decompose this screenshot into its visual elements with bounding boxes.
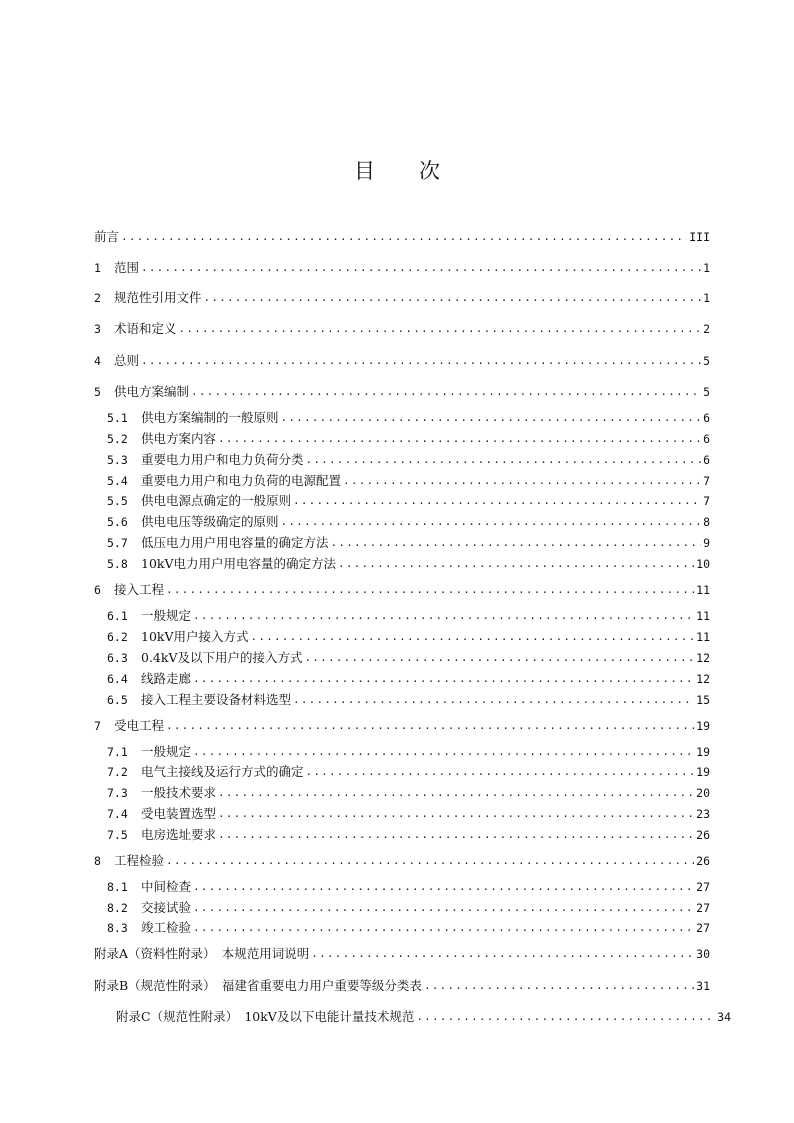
toc-entry-page: 5 [703, 385, 710, 399]
toc-entry[interactable] [94, 320, 710, 338]
toc-leader-dots [218, 784, 694, 802]
toc-leader-dots [343, 472, 701, 490]
toc-entry-title: 附录B（规范性附录） 福建省重要电力用户重要等级分类表 [94, 978, 422, 993]
toc-leader-dots [218, 430, 701, 448]
toc-entry[interactable] [107, 628, 710, 646]
toc-entry-title: 范围 [114, 260, 140, 275]
toc-leader-dots [179, 320, 702, 338]
toc-entry[interactable] [94, 228, 710, 246]
toc-entry[interactable] [94, 289, 710, 307]
toc-entry[interactable] [94, 383, 710, 401]
toc-entry-title: 供电方案编制的一般原则 [141, 410, 279, 425]
toc-entry-page: 1 [703, 291, 710, 305]
toc-leader-dots [416, 1008, 715, 1026]
toc-entry-title: 10kV电力用户用电容量的确定方法 [141, 556, 337, 571]
toc-entry-title: 受电装置选型 [141, 806, 217, 821]
toc-entry-number: 5.2 [107, 432, 128, 446]
toc-entry-page: 7 [703, 494, 710, 508]
toc-entry[interactable] [107, 430, 710, 448]
toc-entry-number: 5.4 [107, 474, 128, 488]
toc-entry-title: 供电方案内容 [141, 431, 217, 446]
toc-entry-title: 附录C（规范性附录） 10kV及以下电能计量技术规范 [116, 1009, 415, 1024]
toc-entry-page: 15 [696, 693, 710, 707]
title-char-1: 目 [354, 159, 375, 183]
toc-leader-dots [424, 977, 694, 995]
toc-leader-dots [304, 649, 694, 667]
toc-entry-page: 19 [696, 745, 710, 759]
toc-entry-title: 一般规定 [141, 744, 192, 759]
toc-entry[interactable] [107, 513, 710, 531]
toc-leader-dots [121, 228, 687, 246]
toc-entry[interactable] [116, 1008, 731, 1026]
toc-leader-dots [331, 534, 702, 552]
toc-entry-page: 20 [696, 786, 710, 800]
toc-entry[interactable] [107, 878, 710, 896]
toc-leader-dots [281, 513, 702, 531]
toc-entry-number: 5.8 [107, 557, 128, 571]
toc-entry-number: 7.4 [107, 807, 128, 821]
toc-entry-title: 术语和定义 [114, 321, 177, 336]
toc-entry[interactable] [107, 743, 710, 761]
toc-entry-number: 6.3 [107, 651, 128, 665]
toc-leader-dots [193, 743, 694, 761]
toc-entry-title: 重要电力用户和电力负荷分类 [141, 452, 304, 467]
toc-entry-page: 9 [703, 536, 710, 550]
toc-entry[interactable] [107, 805, 710, 823]
toc-leader-dots [218, 826, 694, 844]
toc-entry-page: 27 [696, 901, 710, 915]
toc-leader-dots [166, 581, 694, 599]
toc-leader-dots [204, 289, 702, 307]
toc-entry-title: 10kV用户接入方式 [141, 629, 249, 644]
toc-leader-dots [293, 691, 694, 709]
toc-leader-dots [191, 383, 701, 401]
toc-entry-page: 11 [696, 609, 710, 623]
toc-entry-page: 6 [703, 411, 710, 425]
toc-entry-title: 受电工程 [114, 718, 165, 733]
toc-entry-number: 6 [94, 583, 101, 597]
toc-entry[interactable] [94, 945, 710, 963]
toc-entry-page: 23 [696, 807, 710, 821]
toc-entry-page: 11 [696, 583, 710, 597]
toc-leader-dots [193, 878, 694, 896]
toc-entry[interactable] [94, 259, 710, 277]
toc-entry[interactable] [94, 717, 710, 735]
toc-leader-dots [193, 919, 694, 937]
toc-entry-number: 5.3 [107, 453, 128, 467]
toc-entry-page: 19 [696, 765, 710, 779]
toc-entry-number: 2 [94, 291, 101, 305]
toc-leader-dots [293, 492, 701, 510]
toc-entry-page: 10 [696, 557, 710, 571]
toc-entry-number: 4 [94, 354, 101, 368]
toc-entry-page: 11 [696, 630, 710, 644]
toc-entry-number: 7.1 [107, 745, 128, 759]
toc-entry-title: 中间检查 [141, 879, 192, 894]
toc-entry-number: 7 [94, 719, 101, 733]
toc-entry-page: 5 [703, 354, 710, 368]
toc-entry-number: 8.3 [107, 921, 128, 935]
toc-entry[interactable] [107, 899, 710, 917]
toc-entry-number: 8.2 [107, 901, 128, 915]
toc-entry[interactable] [107, 534, 710, 552]
toc-entry-page: 1 [703, 261, 710, 275]
toc-entry-title: 接入工程 [114, 582, 165, 597]
toc-leader-dots [281, 409, 702, 427]
toc-entry-number: 7.5 [107, 828, 128, 842]
title-char-2: 次 [419, 159, 440, 183]
toc-entry-title: 低压电力用户用电容量的确定方法 [141, 535, 329, 550]
toc-entry-page: 26 [696, 828, 710, 842]
toc-entry-page: 19 [696, 719, 710, 733]
toc-entry-title: 规范性引用文件 [114, 290, 202, 305]
toc-entry[interactable] [107, 784, 710, 802]
toc-entry-title: 供电电源点确定的一般原则 [141, 493, 292, 508]
toc-leader-dots [218, 805, 694, 823]
toc-leader-dots [306, 451, 702, 469]
toc-entry-title: 交接试验 [141, 900, 192, 915]
toc-entry-page: 27 [696, 880, 710, 894]
toc-entry[interactable] [107, 555, 710, 573]
toc-entry-number: 6.4 [107, 672, 128, 686]
toc-entry-number: 5.5 [107, 494, 128, 508]
toc-entry[interactable] [94, 977, 710, 995]
toc-entry-page: 12 [696, 672, 710, 686]
toc-entry-page: III [689, 230, 710, 244]
toc-entry-title: 一般规定 [141, 608, 192, 623]
toc-entry-title: 电房选址要求 [141, 827, 217, 842]
toc-entry-number: 6.5 [107, 693, 128, 707]
toc-entry-page: 12 [696, 651, 710, 665]
toc-entry[interactable] [107, 492, 710, 510]
toc-entry-page: 26 [696, 854, 710, 868]
toc-entry-page: 6 [703, 453, 710, 467]
toc-entry[interactable] [107, 451, 710, 469]
toc-entry-page: 30 [696, 947, 710, 961]
toc-leader-dots [311, 945, 694, 963]
toc-entry-page: 2 [703, 322, 710, 336]
toc-leader-dots [166, 852, 694, 870]
toc-entry-title: 供电电压等级确定的原则 [141, 514, 279, 529]
toc-leader-dots [251, 628, 695, 646]
toc-entry-title: 供电方案编制 [114, 384, 190, 399]
toc-entry-title: 接入工程主要设备材料选型 [141, 692, 292, 707]
toc-entry-number: 7.3 [107, 786, 128, 800]
toc-entry[interactable] [94, 581, 710, 599]
toc-entry-page: 8 [703, 515, 710, 529]
toc-entry[interactable] [107, 826, 710, 844]
toc-entry[interactable] [107, 472, 710, 490]
toc-entry[interactable] [107, 409, 710, 427]
toc-entry-title: 工程检验 [114, 853, 165, 868]
toc-entry-title: 附录A（资料性附录） 本规范用词说明 [94, 946, 310, 961]
toc-entry-title: 线路走廊 [141, 671, 192, 686]
toc-entry[interactable] [107, 763, 710, 781]
toc-entry-number: 8.1 [107, 880, 128, 894]
toc-entry-page: 31 [696, 979, 710, 993]
toc-entry-page: 34 [717, 1010, 731, 1024]
toc-leader-dots [306, 763, 695, 781]
toc-leader-dots [166, 717, 694, 735]
toc-leader-dots [141, 259, 701, 277]
toc-entry-title: 电气主接线及运行方式的确定 [141, 764, 304, 779]
toc-entry[interactable] [107, 607, 710, 625]
toc-entry-number: 5 [94, 385, 101, 399]
toc-entry[interactable] [107, 691, 710, 709]
toc-entry-number: 1 [94, 261, 101, 275]
toc-entry-title: 竣工检验 [141, 920, 192, 935]
toc-entry[interactable] [107, 919, 710, 937]
toc-entry-title: 0.4kV及以下用户的接入方式 [141, 650, 303, 665]
toc-entry-title: 重要电力用户和电力负荷的电源配置 [141, 473, 342, 488]
toc-leader-dots [193, 607, 694, 625]
toc-leader-dots [338, 555, 694, 573]
toc-entry-number: 7.2 [107, 765, 128, 779]
toc-entry-title: 前言 [94, 229, 120, 244]
toc-entry-number: 5.7 [107, 536, 128, 550]
toc-entry[interactable] [107, 649, 710, 667]
toc-entry-number: 6.2 [107, 630, 128, 644]
toc-entry-number: 6.1 [107, 609, 128, 623]
toc-entry-title: 一般技术要求 [141, 785, 217, 800]
toc-entry-page: 6 [703, 432, 710, 446]
toc-entry-number: 5.6 [107, 515, 128, 529]
toc-entry-number: 5.1 [107, 411, 128, 425]
toc-leader-dots [193, 899, 694, 917]
toc-entry-page: 27 [696, 921, 710, 935]
toc-leader-dots [193, 670, 694, 688]
toc-entry-number: 3 [94, 322, 101, 336]
toc-leader-dots [141, 352, 701, 370]
toc-entry[interactable] [94, 852, 710, 870]
toc-entry[interactable] [107, 670, 710, 688]
toc-entry-page: 7 [703, 474, 710, 488]
toc-entry-number: 8 [94, 854, 101, 868]
toc-entry-title: 总则 [114, 353, 140, 368]
toc-entry[interactable] [94, 352, 710, 370]
